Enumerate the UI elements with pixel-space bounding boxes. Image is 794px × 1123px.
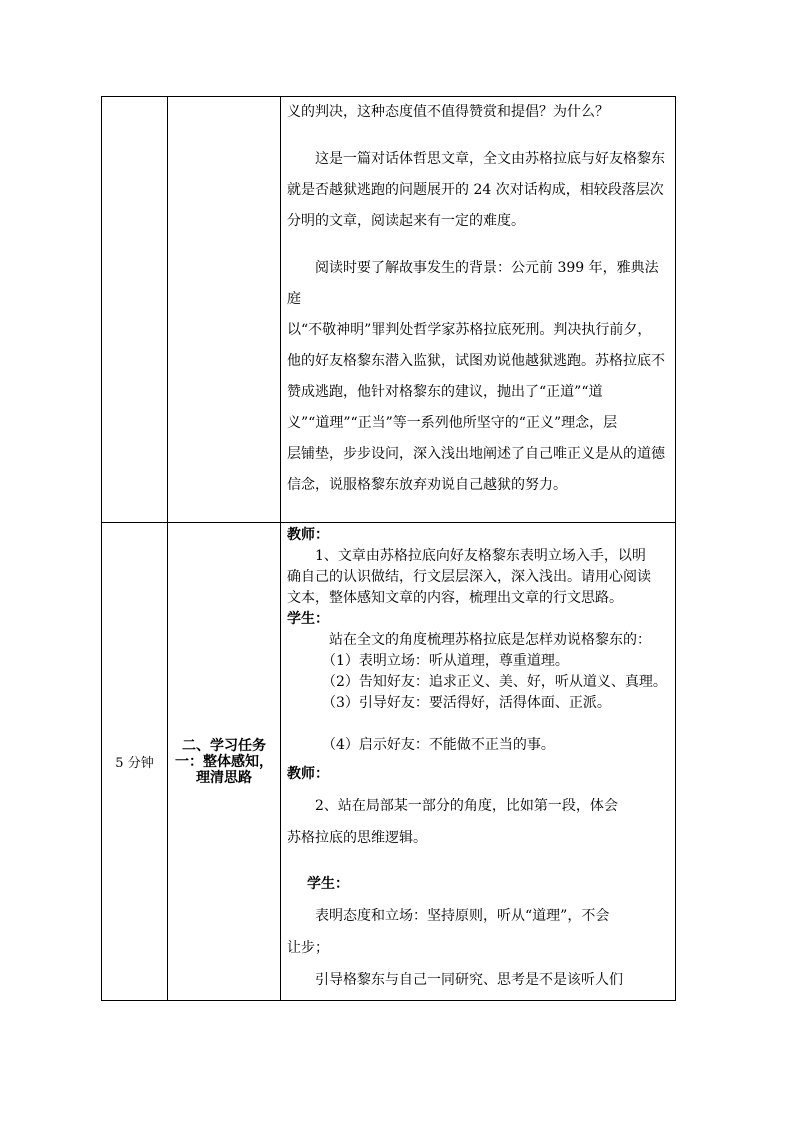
list-item: （2）告知好友：追求正义、美、好，听从道义、真理。 xyxy=(322,674,667,690)
text-line: 表明态度和立场：坚持原则，听从“道理”，不会 xyxy=(315,908,610,924)
paragraph-line: 这是一篇对话体哲思文章，全文由苏格拉底与好友格黎东 xyxy=(315,151,665,167)
student-label: 学生： xyxy=(307,876,349,892)
task-cell: 二、学习任务一：整体感知，理清思路 xyxy=(168,523,281,1001)
paragraph-line: 他的好友格黎东潜入监狱，试图劝说他越狱逃跑。苏格拉底不 xyxy=(287,353,665,369)
student-label: 学生： xyxy=(287,611,329,627)
table-row xyxy=(102,523,676,1001)
paragraph-line: 以“不敬神明”罪判处哲学家苏格拉底死刑。判决执行前夕， xyxy=(287,322,652,338)
text-line: 义的判决，这种态度值不值得赞赏和提倡？为什么？ xyxy=(287,104,609,120)
time-cell: 5 分钟 xyxy=(102,523,168,1001)
text-line: 确自己的认识做结，行文层层深入，深入浅出。请用心阅读 xyxy=(287,569,651,585)
task-cell xyxy=(168,97,281,523)
text-line: 引导格黎东与自己一同研究、思考是不是该听人们 xyxy=(315,972,623,988)
paragraph-line: 义”“道理”“正当”等一系列他所坚守的“正义”理念，层 xyxy=(287,415,618,431)
teacher-section-2 xyxy=(287,758,671,996)
activity-cell xyxy=(281,97,676,523)
text-line: 2、站在局部某一部分的角度，比如第一段，体会 xyxy=(315,798,618,814)
text-line: 1、文章由苏格拉底向好友格黎东表明立场入手，以明 xyxy=(315,548,646,564)
time-cell xyxy=(102,97,168,523)
paragraph-line: 分明的文章，阅读起来有一定的难度。 xyxy=(287,213,525,229)
lesson-plan-table xyxy=(101,96,676,1001)
paragraph-line: 赞成逃跑，他针对格黎东的建议，抛出了“正道”“道 xyxy=(287,384,603,400)
paragraph-line: 信念，说服格黎东放弃劝说自己越狱的努力。 xyxy=(287,477,567,493)
text-line: 文本，整体感知文章的内容，梳理出文章的行文思路。 xyxy=(287,590,623,606)
text-line: 站在全文的角度梳理苏格拉底是怎样劝说格黎东的： xyxy=(329,632,651,648)
paragraph-line: 层铺垫，步步设问，深入浅出地阐述了自己唯正义是从的道德 xyxy=(287,446,665,462)
table-row xyxy=(102,97,676,523)
list-item: （1）表明立场：听从道理，尊重道理。 xyxy=(322,653,569,669)
teacher-label: 教师： xyxy=(287,527,329,543)
paragraph-line: 阅读时要了解故事发生的背景：公元前 399 年，雅典法庭 xyxy=(287,260,659,307)
list-item: （4）启示好友：不能做不正当的事。 xyxy=(322,737,555,753)
teacher-section-1 xyxy=(287,525,671,756)
activity-cell xyxy=(281,523,676,1001)
text-line: 苏格拉底的思维逻辑。 xyxy=(287,830,427,846)
list-item: （3）引导好友：要活得好，活得体面、正派。 xyxy=(322,695,611,711)
text-line: 让步； xyxy=(287,940,329,956)
paragraph-line: 就是否越狱逃跑的问题展开的 24 次对话构成，相较段落层次 xyxy=(287,182,664,198)
teacher-label: 教师： xyxy=(287,766,329,782)
